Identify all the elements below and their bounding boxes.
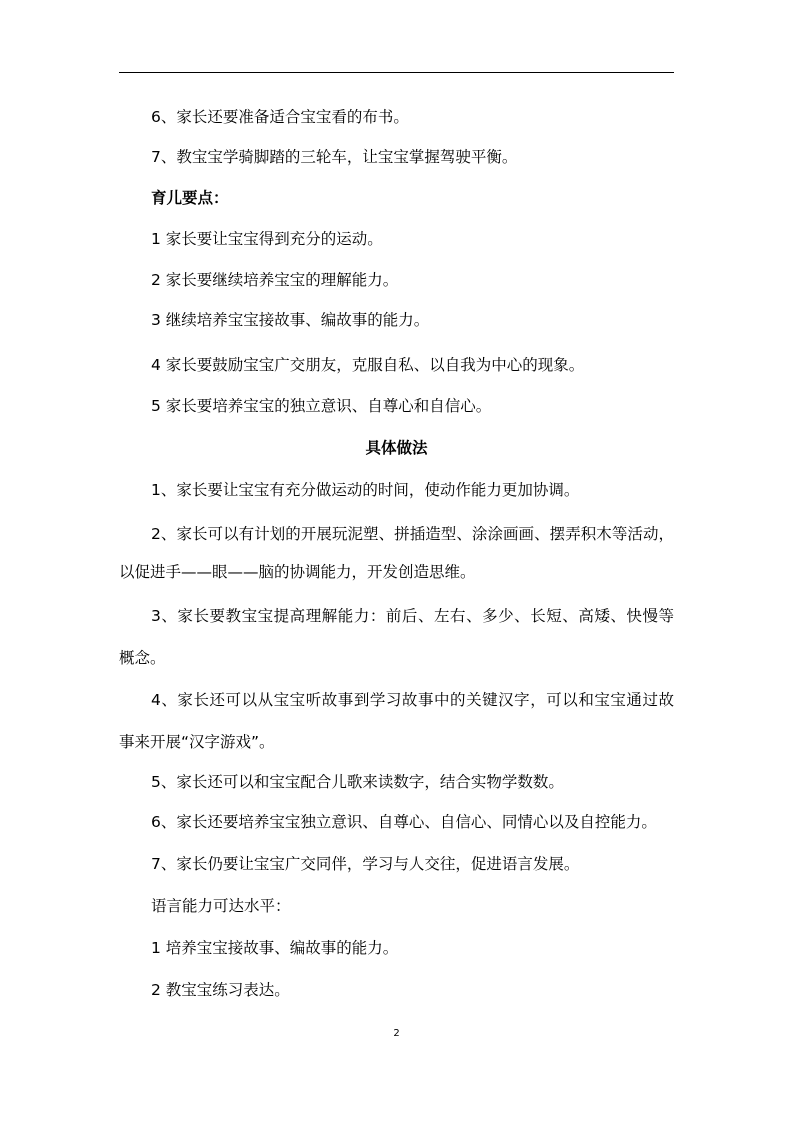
paragraph-line: 7、家长仍要让宝宝广交同伴，学习与人交往，促进语言发展。 (151, 855, 580, 873)
list-item: 2 家长要继续培养宝宝的理解能力。 (151, 271, 399, 289)
list-item: 2 教宝宝练习表达。 (151, 981, 290, 999)
paragraph-line: 概念。 (119, 649, 166, 667)
section-heading: 语言能力可达水平： (151, 897, 291, 915)
paragraph-line: 4、家长还可以从宝宝听故事到学习故事中的关键汉字，可以和宝宝通过故 (151, 691, 674, 709)
section-heading: 育儿要点： (151, 189, 229, 207)
header-rule (119, 72, 674, 73)
paragraph-line: 5、家长还可以和宝宝配合儿歌来读数字，结合实物学数数。 (151, 773, 564, 791)
paragraph-line: 2、家长可以有计划的开展玩泥塑、拼插造型、涂涂画画、摆弄积木等活动， (151, 525, 674, 543)
paragraph-line: 6、家长还要培养宝宝独立意识、自尊心、自信心、同情心以及自控能力。 (151, 813, 657, 831)
list-item: 6、家长还要准备适合宝宝看的布书。 (151, 108, 409, 126)
paragraph-line: 1、家长要让宝宝有充分做运动的时间，使动作能力更加协调。 (151, 481, 580, 499)
list-item: 1 家长要让宝宝得到充分的运动。 (151, 230, 383, 248)
list-item: 5 家长要培养宝宝的独立意识、自尊心和自信心。 (151, 397, 492, 415)
section-heading: 具体做法 (365, 439, 428, 457)
list-item: 1 培养宝宝接故事、编故事的能力。 (151, 939, 399, 957)
paragraph-line: 事来开展“汉字游戏”。 (119, 733, 275, 751)
page-number: 2 (393, 1028, 400, 1039)
list-item: 4 家长要鼓励宝宝广交朋友，克服自私、以自我为中心的现象。 (151, 356, 585, 374)
paragraph-line: 以促进手——眼——脑的协调能力，开发创造思维。 (119, 563, 476, 581)
paragraph-line: 3、家长要教宝宝提高理解能力：前后、左右、多少、长短、高矮、快慢等 (151, 607, 674, 625)
list-item: 3 继续培养宝宝接故事、编故事的能力。 (151, 311, 430, 329)
list-item: 7、教宝宝学骑脚踏的三轮车，让宝宝掌握驾驶平衡。 (151, 148, 518, 166)
